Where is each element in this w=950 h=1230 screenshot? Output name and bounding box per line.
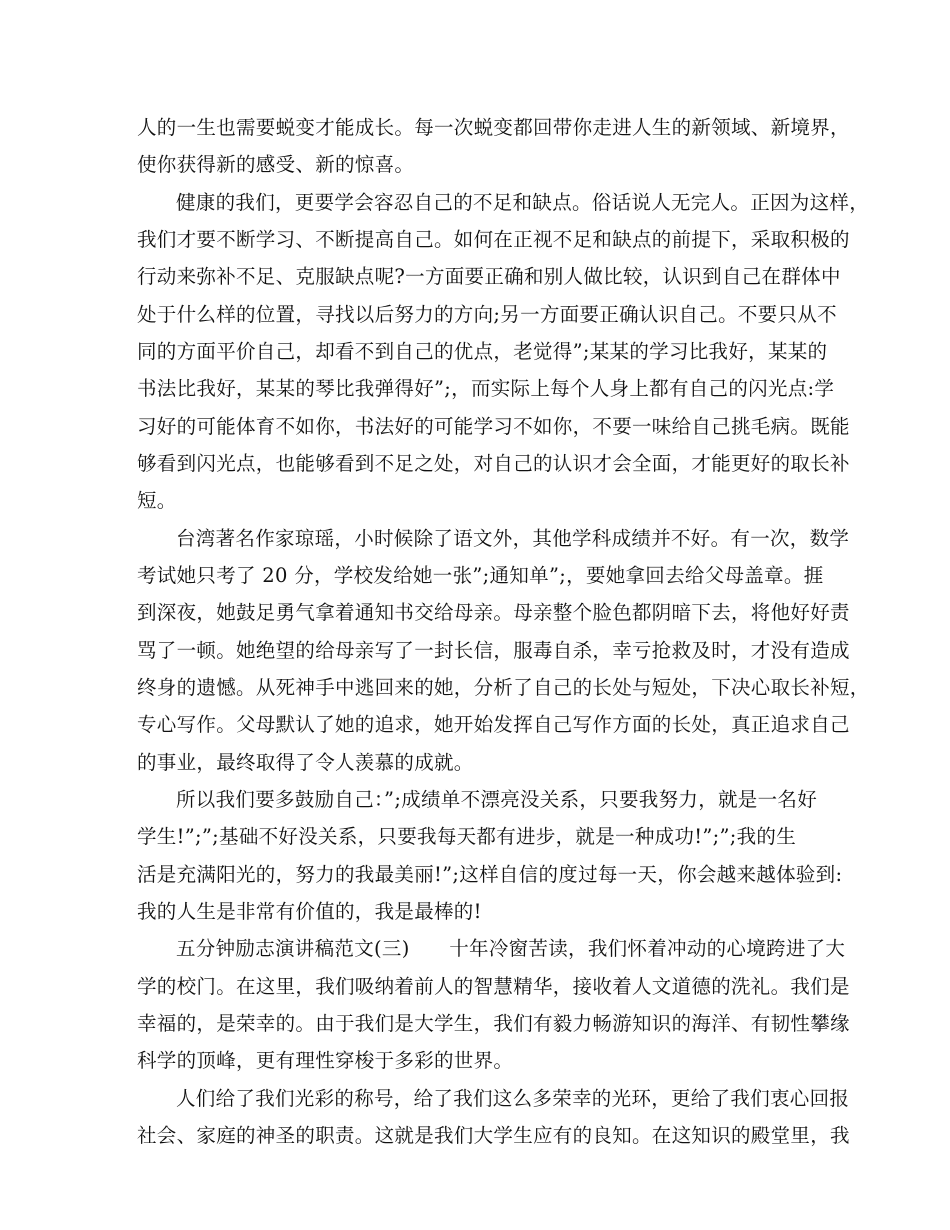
text-line: 人们给了我们光彩的称号，给了我们这么多荣幸的光环，更给了我们衷心回报 [176,1087,850,1110]
text-line: 到深夜，她鼓足勇气拿着通知书交给母亲。母亲整个脸色都阴暗下去，将他好好责 [137,601,850,624]
text-line: 行动来弥补不足、克服缺点呢?一方面要正确和别人做比较，认识到自己在群体中 [137,265,841,288]
text-line: 短。 [137,489,177,512]
text-line: 够看到闪光点，也能够看到不足之处，对自己的认识才会全面，才能更好的取长补 [137,452,850,475]
text-line: 我的人生是非常有价值的，我是最棒的! [137,900,482,923]
text-line: 骂了一顿。她绝望的给母亲写了一封长信，服毒自杀，幸亏抢救及时，才没有造成 [137,639,850,662]
text-line: 的事业，最终取得了令人羡慕的成就。 [137,751,474,774]
text-line: 学生!”;”;基础不好没关系，只要我每天都有进步，就是一种成功!”;”;我的生 [137,825,797,848]
text-line: 健康的我们，更要学会容忍自己的不足和缺点。俗话说人无完人。正因为这样， [176,191,870,214]
text-line: 使你获得新的感受、新的惊喜。 [137,153,415,176]
text-line: 幸福的，是荣幸的。由于我们是大学生，我们有毅力畅游知识的海洋、有韧性攀缘 [137,1012,850,1035]
text-line: 科学的顶峰，更有理性穿梭于多彩的世界。 [137,1049,514,1072]
text-line: 所以我们要多鼓励自己：”;成绩单不漂亮没关系，只要我努力，就是一名好 [176,788,817,811]
text-line: 学的校门。在这里，我们吸纳着前人的智慧精华，接收着人文道德的洗礼。我们是 [137,975,850,998]
text-line: 同的方面平价自己，却看不到自己的优点，老觉得”;某某的学习比我好，某某的 [137,340,828,363]
text-line: 我们才要不断学习、不断提高自己。如何在正视不足和缺点的前提下，采取积极的 [137,228,850,251]
text-line: 专心写作。父母默认了她的追求，她开始发挥自己写作方面的长处，真正追求自己 [137,713,850,736]
text-line: 书法比我好，某某的琴比我弹得好”;，而实际上每个人身上都有自己的闪光点:学 [137,377,835,400]
text-line: 处于什么样的位置，寻找以后努力的方向;另一方面要正确认识自己。不要只从不 [137,303,837,326]
text-line: 五分钟励志演讲稿范文(三) 十年冷窗苦读，我们怀着冲动的心境跨进了大 [176,937,846,960]
text-line: 社会、家庭的神圣的职责。这就是我们大学生应有的良知。在这知识的殿堂里，我 [137,1124,850,1147]
text-line: 习好的可能体育不如你，书法好的可能学习不如你，不要一味给自己挑毛病。既能 [137,415,850,438]
text-line: 台湾著名作家琼瑶，小时候除了语文外，其他学科成绩并不好。有一次，数学 [176,527,850,550]
text-line: 人的一生也需要蜕变才能成长。每一次蜕变都回带你走进人生的新领域、新境界， [137,116,850,139]
text-line: 活是充满阳光的，努力的我最美丽!”;这样自信的度过每一天，你会越来越体验到: [137,863,843,886]
text-line: 考试她只考了 20 分，学校发给她一张”;通知单”;，要她拿回去给父母盖章。捱 [137,564,824,587]
text-line: 终身的遗憾。从死神手中逃回来的她，分析了自己的长处与短处，下决心取长补短， [137,676,870,699]
